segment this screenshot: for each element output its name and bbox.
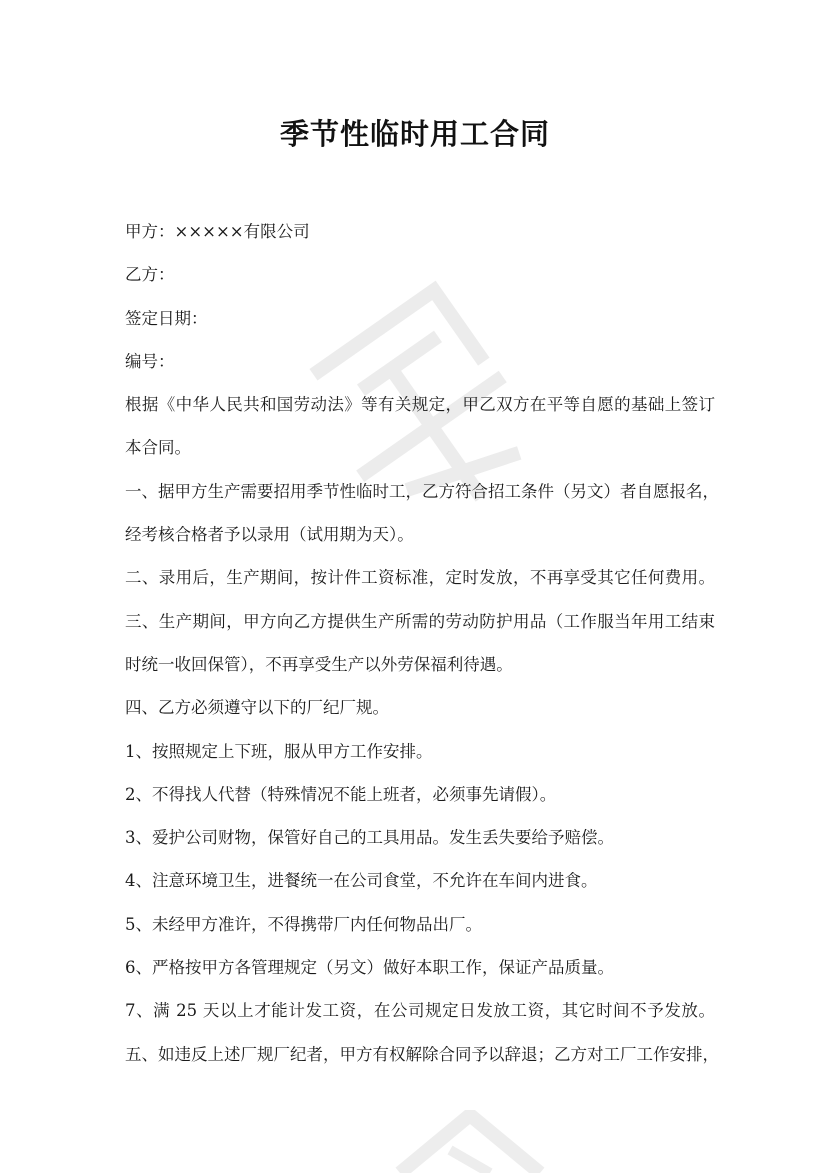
rule-item-2: 2、不得找人代替（特殊情况不能上班者，必须事先请假）。 <box>125 784 557 804</box>
clause-5-line-1: 五、如违反上述厂规厂纪者，甲方有权解除合同予以辞退；乙方对工厂工作安排， <box>125 1044 719 1064</box>
rule-item-7: 7、满 25 天以上才能计发工资，在公司规定日发放工资，其它时间不予发放。 <box>125 1001 715 1021</box>
party-b-line: 乙方： <box>125 265 175 285</box>
contract-number-line: 编号： <box>125 351 175 371</box>
clause-1-line-2: 经考核合格者予以录用（试用期为天）。 <box>125 525 414 545</box>
rule-item-6: 6、严格按甲方各管理规定（另文）做好本职工作，保证产品质量。 <box>125 958 614 978</box>
clause-1-line-1: 一、据甲方生产需要招用季节性临时工，乙方符合招工条件（另文）者自愿报名， <box>125 481 719 501</box>
clause-3-line-2: 时统一收回保管），不再享受生产以外劳保福利待遇。 <box>125 654 513 674</box>
watermark-logo-bottom-icon <box>380 1110 560 1173</box>
clause-4-heading: 四、乙方必须遵守以下的厂纪厂规。 <box>125 698 389 718</box>
rule-item-5: 5、未经甲方准许，不得携带厂内任何物品出厂。 <box>125 914 482 934</box>
document-title: 季节性临时用工合同 <box>279 117 550 151</box>
rule-item-1: 1、按照规定上下班，服从甲方工作安排。 <box>125 741 433 761</box>
preamble-line-1: 根据《中华人民共和国劳动法》等有关规定，甲乙双方在平等自愿的基础上签订 <box>125 395 715 415</box>
document-body <box>125 219 719 1085</box>
party-a-line: 甲方：×××××有限公司 <box>125 222 310 241</box>
rule-item-4: 4、注意环境卫生，进餐统一在公司食堂，不允许在车间内进食。 <box>125 871 598 891</box>
preamble-line-2: 本合同。 <box>125 438 191 458</box>
clause-3-line-1: 三、生产期间，甲方向乙方提供生产所需的劳动防护用品（工作服当年用工结束 <box>125 611 715 631</box>
sign-date-line: 签定日期： <box>125 308 208 328</box>
rule-item-3: 3、爱护公司财物，保管好自己的工具用品。发生丢失要给予赔偿。 <box>125 828 614 848</box>
clause-2-line: 二、录用后，生产期间，按计件工资标准，定时发放，不再享受其它任何费用。 <box>125 568 715 588</box>
